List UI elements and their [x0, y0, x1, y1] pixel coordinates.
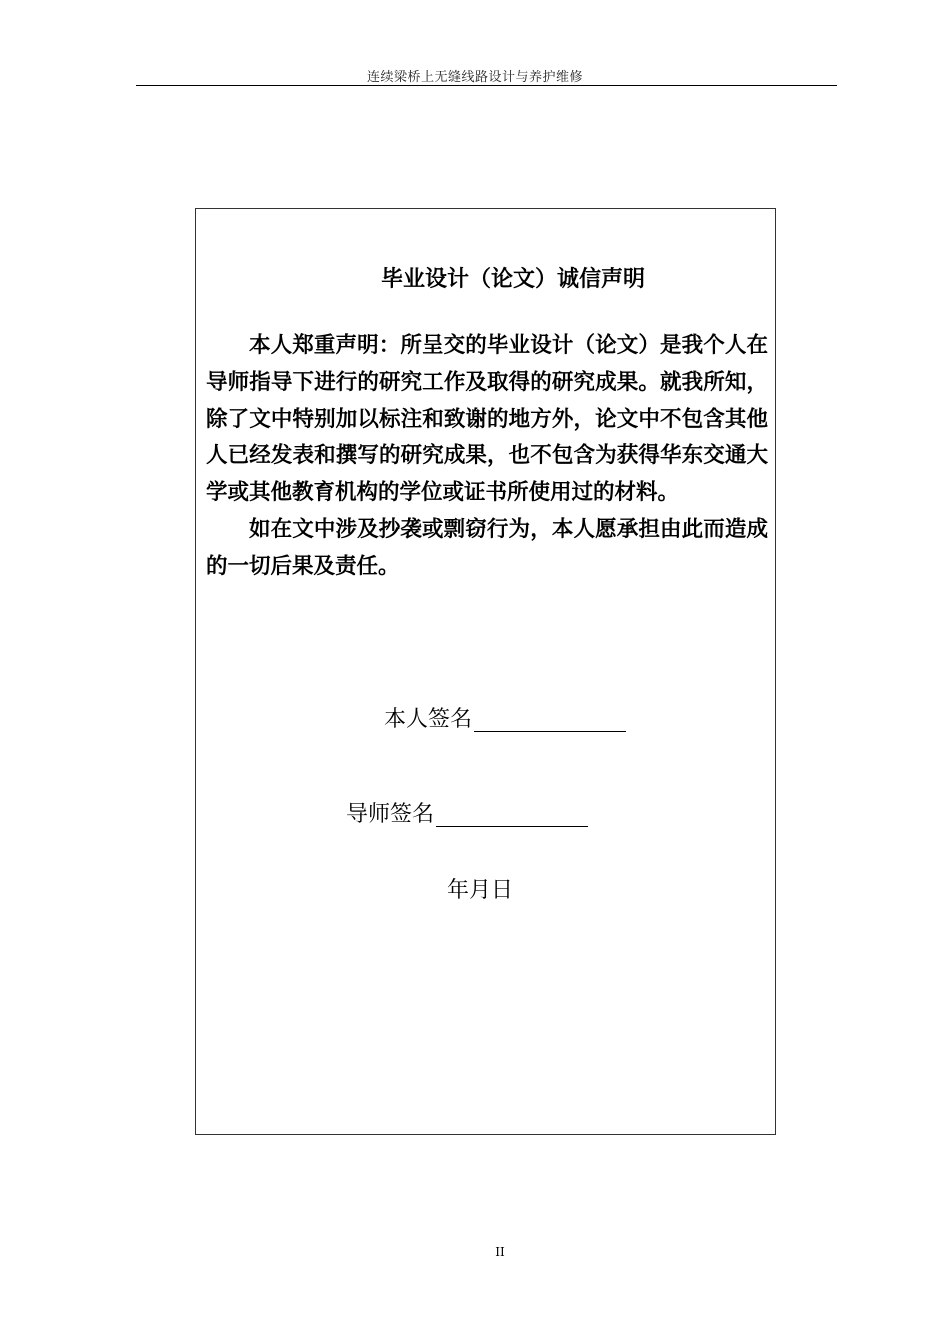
self-signature-field	[384, 702, 626, 733]
page-number: II	[495, 1245, 505, 1259]
declaration-title: 毕业设计（论文）诚信声明	[380, 267, 645, 292]
declaration-paragraph-1: 本人郑重声明：所呈交的毕业设计（论文）是我个人在导师指导下进行的研究工作及取得的研究成果。就我所知，除了文中特别加以标注和致谢的地方外，论文中不包含其他人已经发表和撰写的研究成果，也不包含为获得华东交通大学或其他教育机构的学位或证书所使用过的材料。	[206, 333, 768, 506]
date-label: 年月日	[447, 878, 514, 903]
self-signature-label: 本人签名	[384, 707, 473, 732]
tutor-signature-label: 导师签名	[346, 802, 435, 827]
header-rule	[136, 85, 837, 86]
tutor-signature-field	[346, 797, 588, 828]
declaration-paragraph-2: 如在文中涉及抄袭或剽窃行为，本人愿承担由此而造成的一切后果及责任。	[206, 516, 768, 579]
declaration-body	[206, 328, 768, 586]
running-header: 连续梁桥上无缝线路设计与养护维修	[366, 70, 583, 85]
self-signature-line[interactable]	[474, 730, 626, 732]
tutor-signature-line[interactable]	[436, 825, 588, 827]
